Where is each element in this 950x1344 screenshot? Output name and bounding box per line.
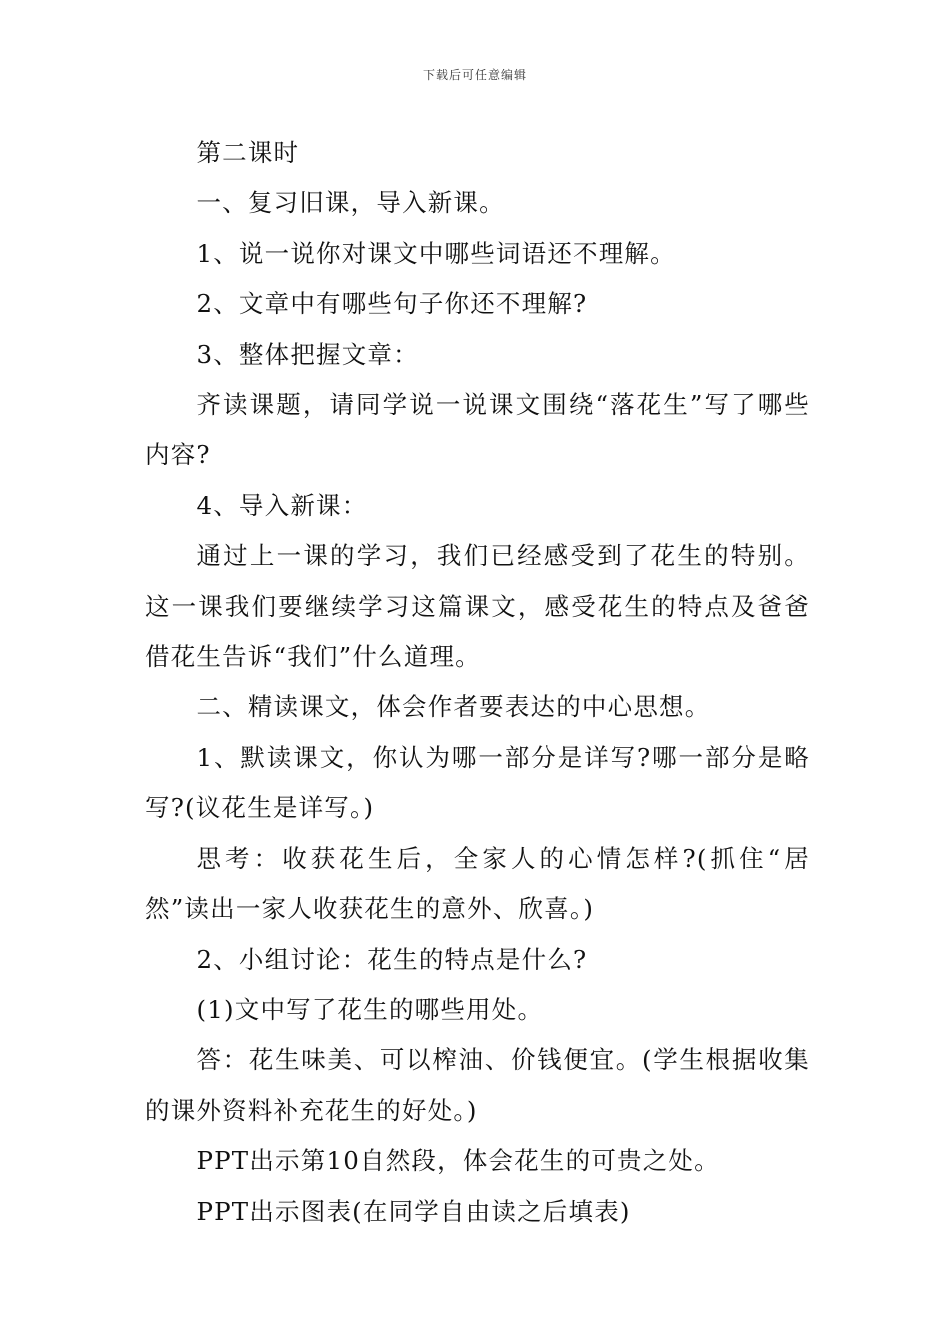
paragraph: (1)文中写了花生的哪些用处。	[196, 994, 544, 1024]
paragraph: PPT出示图表(在同学自由读之后填表)	[196, 1196, 631, 1226]
paragraph: 1、说一说你对课文中哪些词语还不理解。	[196, 238, 676, 268]
paragraph: 思考：收获花生后，全家人的心情怎样?(抓住“居然”读出一家人收获花生的意外、欣喜。)	[145, 843, 810, 924]
paragraph: 通过上一课的学习，我们已经感受到了花生的特别。这一课我们要继续学习这篇课文，感受花生的特点及爸爸借花生告诉“我们”什么道理。	[145, 541, 810, 672]
section-heading-review: 一、复习旧课，导入新课。	[196, 188, 505, 218]
paragraph: 2、文章中有哪些句子你还不理解?	[196, 289, 588, 319]
page-header: 下载后可任意编辑	[422, 68, 527, 82]
section-heading-reading: 二、精读课文，体会作者要表达的中心思想。	[196, 692, 711, 722]
paragraph: 4、导入新课：	[196, 490, 368, 520]
paragraph: 3、整体把握文章：	[196, 339, 419, 369]
paragraph: 1、默读课文，你认为哪一部分是详写?哪一部分是略写?(议花生是详写。)	[145, 742, 810, 823]
document-body	[145, 128, 810, 1237]
paragraph: 2、小组讨论：花生的特点是什么?	[196, 944, 588, 974]
paragraph: PPT出示第10自然段，体会花生的可贵之处。	[196, 1146, 720, 1176]
lesson-title: 第二课时	[196, 138, 300, 167]
paragraph: 齐读课题，请同学说一说课文围绕“落花生”写了哪些内容?	[145, 390, 810, 470]
paragraph: 答：花生味美、可以榨油、价钱便宜。(学生根据收集的课外资料补充花生的好处。)	[145, 1045, 810, 1125]
